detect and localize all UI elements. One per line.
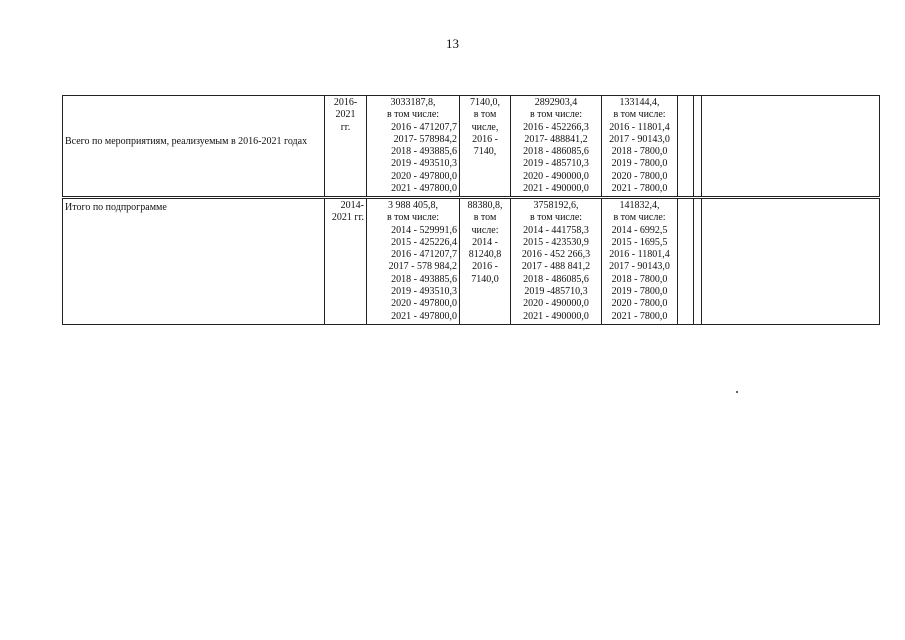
total-line: 2020 - 497800,0 — [391, 298, 457, 310]
total-cell — [367, 96, 460, 197]
total-line: 3033187,8, — [390, 97, 436, 108]
total-line: 2017- 578984,2 — [393, 133, 457, 145]
total-line: 2015 - 425226,4 — [391, 236, 457, 248]
regional-line: 2892903,4 — [534, 97, 578, 108]
regional-line: 2015 - 423530,9 — [523, 236, 589, 248]
local-line: 2018 - 7800,0 — [611, 146, 668, 158]
row-name-cell — [63, 199, 325, 325]
federal-cell — [460, 199, 511, 325]
regional-cell — [511, 199, 602, 325]
regional-line: 2020 - 490000,0 — [523, 170, 589, 182]
table-subprogram-total — [62, 198, 880, 325]
regional-line: 2019 - 485710,3 — [523, 158, 589, 170]
total-line: 2021 - 497800,0 — [391, 310, 457, 322]
federal-line: 81240,8 — [468, 249, 502, 261]
federal-line: числе: — [471, 224, 499, 236]
regional-line: 2019 -485710,3 — [524, 286, 588, 298]
local-line: 2016 - 11801,4 — [609, 121, 670, 133]
federal-cell — [460, 96, 511, 197]
federal-line: в том — [473, 212, 497, 224]
local-cell — [602, 96, 678, 197]
local-line: в том числе: — [613, 212, 666, 224]
period-line: гг. — [340, 121, 351, 133]
local-line: 2019 - 7800,0 — [611, 286, 668, 298]
total-line: в том числе: — [386, 109, 440, 121]
local-line: 2020 - 7800,0 — [611, 298, 668, 310]
period-cell — [325, 96, 367, 197]
federal-line: 2016 - — [472, 133, 498, 145]
table-total-2016-2021 — [62, 95, 880, 197]
total-line: 2016 - 471207,7 — [391, 249, 457, 261]
empty-cell — [702, 199, 880, 325]
row-name: Всего по мероприятиям, реализуемым в 2016-2021 годах — [65, 136, 308, 147]
local-line: 2021 - 7800,0 — [611, 310, 668, 322]
local-line: 2017 - 90143,0 — [609, 261, 670, 273]
regional-line: в том числе: — [529, 212, 583, 224]
total-line: 2017 - 578 984,2 — [388, 261, 457, 273]
local-line: 133144,4, — [619, 97, 660, 108]
local-line: 2017 - 90143,0 — [609, 133, 670, 145]
total-line: 2016 - 471207,7 — [391, 121, 457, 133]
regional-cell — [511, 96, 602, 197]
regional-line: 3758192,6, — [533, 200, 579, 211]
stray-dot — [736, 391, 738, 393]
regional-line: 2014 - 441758,3 — [523, 224, 589, 236]
empty-cell — [694, 96, 702, 197]
total-line: 2018 - 493885,6 — [391, 146, 457, 158]
local-line: 2018 - 7800,0 — [611, 273, 668, 285]
federal-line: 2016 - — [472, 261, 498, 273]
federal-line: в том — [473, 109, 497, 121]
period-line: 2021 гг. — [331, 212, 364, 224]
period-line: 2021 — [335, 109, 356, 121]
local-line: 2014 - 6992,5 — [611, 224, 668, 236]
row-name-cell — [63, 96, 325, 197]
local-line: 141832,4, — [619, 200, 660, 211]
total-line: в том числе: — [386, 212, 440, 224]
federal-line: 7140,0, — [470, 97, 500, 108]
total-cell — [367, 199, 460, 325]
regional-line: 2017 - 488 841,2 — [521, 261, 591, 273]
federal-line: 88380,8, — [467, 200, 503, 211]
total-line: 2020 - 497800,0 — [391, 170, 457, 182]
total-line: 2018 - 493885,6 — [391, 273, 457, 285]
federal-line: 7140,0 — [471, 273, 499, 285]
empty-cell — [694, 199, 702, 325]
table-row — [63, 199, 880, 325]
regional-line: в том числе: — [529, 109, 583, 121]
total-line: 2019 - 493510,3 — [391, 286, 457, 298]
period-line: 2016- — [333, 97, 358, 108]
federal-line: числе, — [471, 121, 499, 133]
empty-cell — [678, 96, 694, 197]
federal-line: 2014 - — [472, 236, 498, 248]
empty-cell — [678, 199, 694, 325]
total-line: 2014 - 529991,6 — [391, 224, 457, 236]
total-line: 2021 - 497800,0 — [391, 183, 457, 195]
total-line: 2019 - 493510,3 — [391, 158, 457, 170]
local-line: в том числе: — [613, 109, 666, 121]
regional-line: 2016 - 452266,3 — [523, 121, 589, 133]
federal-line: 7140, — [473, 146, 497, 158]
local-cell — [602, 199, 678, 325]
regional-line: 2018 - 486085,6 — [523, 273, 589, 285]
local-line: 2015 - 1695,5 — [611, 236, 668, 248]
empty-cell — [702, 96, 880, 197]
row-name: Итого по подпрограмме — [65, 202, 167, 213]
regional-line: 2017- 488841,2 — [524, 133, 588, 145]
regional-line: 2021 - 490000,0 — [523, 310, 589, 322]
regional-line: 2016 - 452 266,3 — [521, 249, 591, 261]
local-line: 2021 - 7800,0 — [611, 183, 668, 195]
local-line: 2020 - 7800,0 — [611, 170, 668, 182]
local-line: 2019 - 7800,0 — [611, 158, 668, 170]
regional-line: 2018 - 486085,6 — [523, 146, 589, 158]
table-row — [63, 96, 880, 197]
page-number: 13 — [446, 36, 459, 51]
local-line: 2016 - 11801,4 — [609, 249, 670, 261]
period-cell — [325, 199, 367, 325]
period-line: 2014- — [340, 200, 364, 211]
total-line: 3 988 405,8, — [388, 200, 438, 211]
regional-line: 2020 - 490000,0 — [523, 298, 589, 310]
regional-line: 2021 - 490000,0 — [523, 183, 589, 195]
